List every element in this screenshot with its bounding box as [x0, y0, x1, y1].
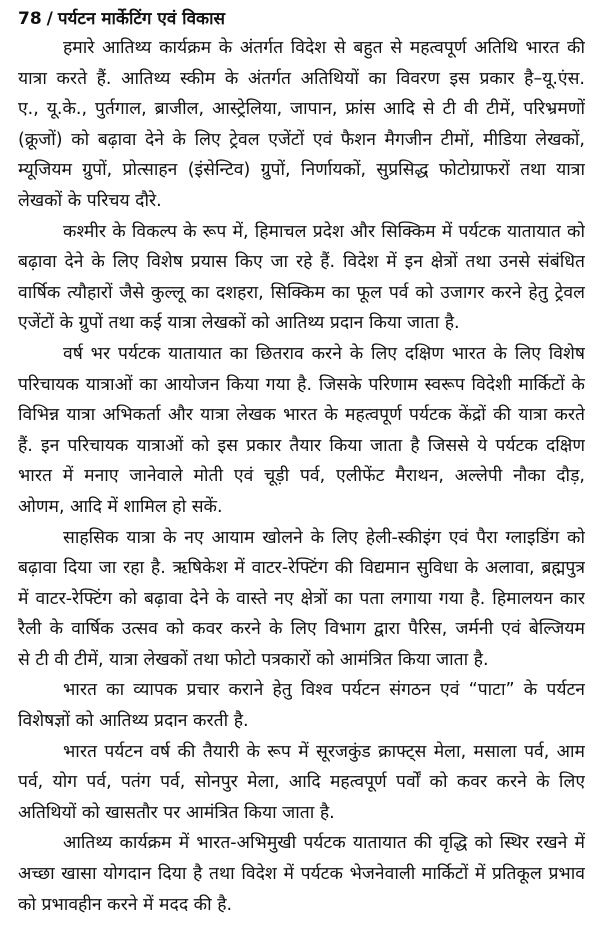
chapter-title: पर्यटन मार्केटिंग एवं विकास — [57, 9, 225, 29]
text-line: से टी वी टीमें, यात्रा लेखकों तथा फोटो पत्रकारों को आमंत्रित किया जाता है. — [18, 649, 489, 670]
text-line: हमारे आतिथ्य कार्यक्रम के अंतर्गत विदेश से बहुत से महत्वपूर्ण अतिथि भारत की — [63, 38, 585, 58]
page-number: 78 — [18, 9, 42, 29]
text-line: ओणम, आदि में शामिल हो सकें. — [18, 496, 223, 517]
paragraph — [18, 217, 585, 339]
paragraph — [18, 828, 585, 920]
paragraph — [18, 523, 585, 676]
text-line: परिचायक यात्राओं का आयोजन किया गया है. जिसके परिणाम स्वरूप विदेशी मार्किटों के — [18, 374, 585, 395]
text-line: आतिथ्य कार्यक्रम में भारत-अभिमुखी पर्यटक यातायात की वृद्धि को स्थिर रखने में — [63, 833, 585, 854]
text-line: अच्छा खासा योगदान दिया है तथा विदेश में पर्यटक भेजनेवाली मार्किटों में प्रतिकूल प्रभाव — [18, 864, 585, 885]
text-line: ए., यू.के., पुर्तगाल, ब्राजील, आस्ट्रेलिया, जापान, फ्रांस आदि से टी वी टीमें, परिभ्रमणों — [18, 99, 585, 120]
text-line: को प्रभावहीन करने में मदद की है. — [18, 894, 233, 915]
text-line: बढ़ावा दिया जा रहा है. ऋषिकेश में वाटर-रेफ्टिंग की विद्यमान सुविधा के अलावा, ब्रह्मपुत्र — [18, 558, 585, 579]
text-line: भारत का व्यापक प्रचार कराने हेतु विश्व पर्यटन संगठन एवं “पाटा” के पर्यटन — [63, 680, 585, 701]
text-line: रैली के वार्षिक उत्सव को कवर करने के लिए विभाग द्वारा पैरिस, जर्मनी एवं बेल्जियम — [18, 619, 585, 640]
paragraph — [18, 737, 585, 829]
text-line: वार्षिक त्यौहारों जैसे कुल्लू का दशहरा, सिक्किम का फूल पर्व को उजागर करने हेतु ट्रेवल — [18, 282, 585, 303]
text-line: साहसिक यात्रा के नए आयाम खोलने के लिए हेली-स्कीइंग एवं पैरा ग्लाइडिंग को — [63, 527, 585, 548]
text-line: विभिन्न यात्रा अभिकर्ता और यात्रा लेखक भारत के महत्वपूर्ण पर्यटक केंद्रों की यात्रा करते — [18, 405, 585, 426]
text-line: (क्रूजों) को बढ़ावा देने के लिए ट्रेवल एजेंटों एवं फैशन मैगजीन टीमों, मीडिया लेखकों, — [18, 129, 585, 150]
text-line: कश्मीर के विकल्प के रूप में, हिमाचल प्रदेश और सिक्किम में पर्यटक यातायात को — [63, 221, 585, 242]
running-header — [18, 6, 230, 29]
page-body — [18, 33, 585, 920]
text-line: वर्ष भर पर्यटक यातायात का छितराव करने के लिए दक्षिण भारत के लिए विशेष — [63, 343, 585, 364]
text-line: हैं. इन परिचायक यात्राओं को इस प्रकार तैयार किया जाता है जिससे ये पर्यटक दक्षिण — [18, 435, 585, 456]
paragraph — [18, 33, 585, 217]
text-line: भारत पर्यटन वर्ष की तैयारी के रूप में सूरजकुंड क्राफ्ट्स मेला, मसाला पर्व, आम — [63, 741, 585, 762]
header-separator: / — [46, 9, 53, 29]
text-line: विशेषज्ञों को आतिथ्य प्रदान करती है. — [18, 711, 249, 732]
text-line: एजेंटों के ग्रुपों तथा कई यात्रा लेखकों को आतिथ्य प्रदान किया जाता है. — [18, 313, 460, 334]
text-line: अतिथियों को खासतौर पर आमंत्रित किया जाता है. — [18, 802, 335, 823]
text-line: बढ़ावा देने के लिए विशेष प्रयास किए जा रहे हैं. विदेश में इन क्षेत्रों तथा उनसे संबंधित — [18, 252, 585, 273]
text-line: में वाटर-रेफ्टिंग को बढ़ावा देने के वास्ते नए क्षेत्रों का पता लगाया गया है. हिमालयन कार — [18, 588, 585, 609]
paragraph — [18, 675, 585, 736]
text-line: म्यूजियम ग्रुपों, प्रोत्साहन (इंसेन्टिव) ग्रुपों, निर्णायकों, सुप्रसिद्ध फोटोग्राफरों तथा यात्रा — [18, 160, 585, 181]
text-line: भारत में मनाए जानेवाले मोती एवं चूड़ी पर्व, एलीफेंट मैराथन, अल्लेपी नौका दौड़, — [18, 466, 585, 487]
text-line: यात्रा करते हैं. आतिथ्य स्कीम के अंतर्गत अतिथियों का विवरण इस प्रकार है–यू.एंस. — [18, 68, 585, 89]
text-line: लेखकों के परिचय दौरे. — [18, 190, 162, 211]
paragraph — [18, 339, 585, 523]
text-line: पर्व, योग पर्व, पतंग पर्व, सोनपुर मेला, आदि महत्वपूर्ण पर्वों को कवर करने के लिए — [18, 772, 585, 793]
